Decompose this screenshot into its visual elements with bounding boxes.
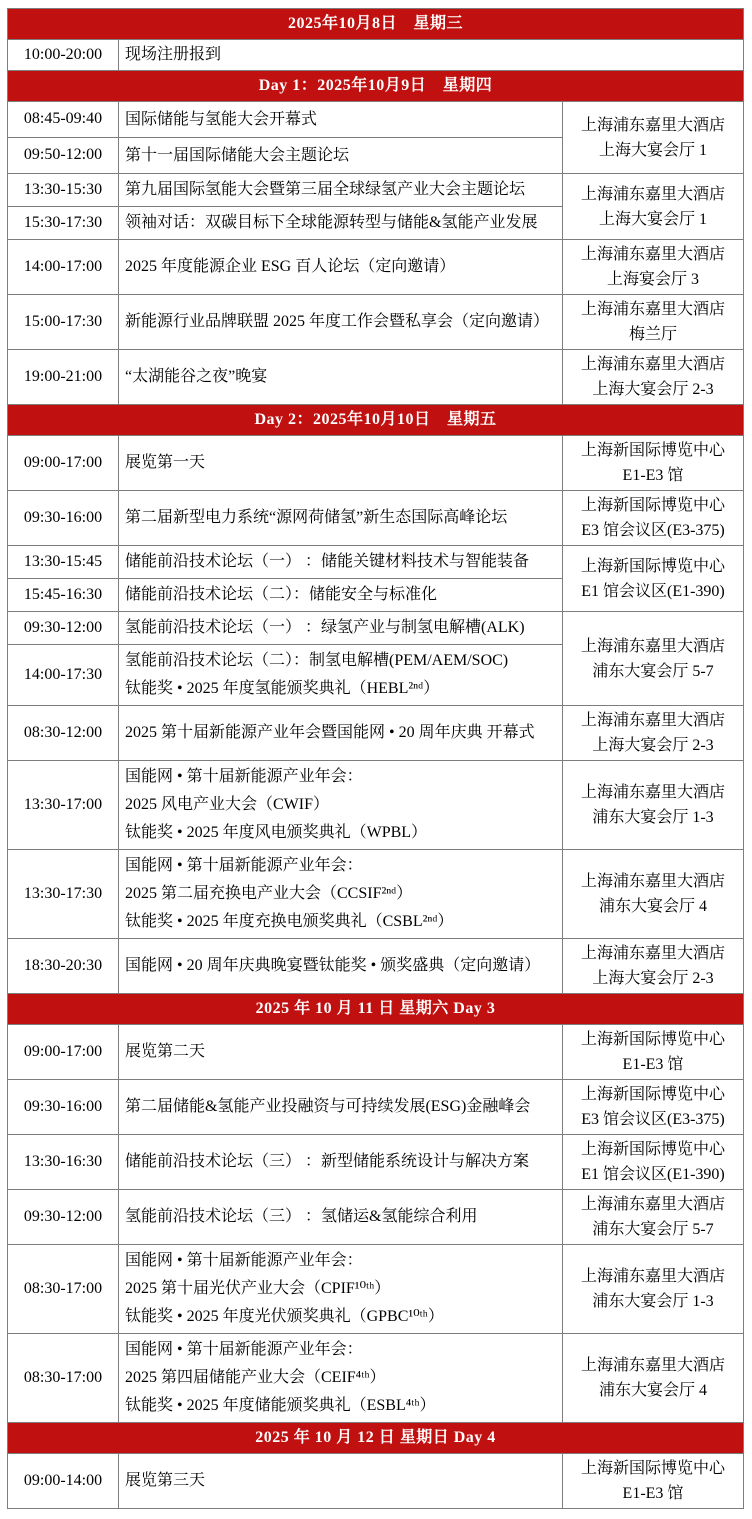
location-line: 上海浦东嘉里大酒店 <box>580 712 725 729</box>
location-line: 浦东大宴会厅 1-3 <box>592 809 714 826</box>
schedule-row <box>8 436 744 491</box>
time-cell: 09:00-14:00 <box>8 1454 119 1509</box>
location-line: 上海新国际博览中心 <box>580 1031 725 1048</box>
time-cell: 08:30-17:00 <box>8 1245 119 1334</box>
location-line: 上海大宴会厅 2-3 <box>592 381 714 398</box>
location-line: 浦东大宴会厅 5-7 <box>592 662 714 680</box>
location-line: 上海浦东嘉里大酒店 <box>580 637 725 655</box>
schedule-row <box>8 1454 744 1509</box>
event-cell <box>119 706 563 761</box>
location-line: 上海新国际博览中心 <box>580 1141 725 1158</box>
time-cell: 09:30-16:00 <box>8 491 119 546</box>
location-cell <box>563 1190 744 1245</box>
location-line: 上海浦东嘉里大酒店 <box>580 1268 725 1285</box>
event-line: 国能网 • 第十届新能源产业年会： <box>125 768 363 785</box>
time-cell: 08:45-09:40 <box>8 102 119 138</box>
time-cell: 13:30-16:30 <box>8 1135 119 1190</box>
event-line: 第二届新型电力系统“源网荷储氢”新生态国际高峰论坛 <box>125 509 508 526</box>
schedule-row <box>8 40 744 71</box>
location-line: 上海浦东嘉里大酒店 <box>580 301 725 318</box>
event-cell <box>119 40 744 71</box>
event-cell <box>119 1190 563 1245</box>
time-cell: 13:30-17:00 <box>8 761 119 850</box>
location-cell <box>563 612 744 706</box>
location-line: 上海浦东嘉里大酒店 <box>580 784 725 801</box>
location-line: 上海新国际博览中心 <box>580 442 725 459</box>
event-line: 储能前沿技术论坛（三） ：新型储能系统设计与解决方案 <box>125 1153 530 1170</box>
location-cell <box>563 850 744 939</box>
day-header: Day 1：2025年10月9日 星期四 <box>8 71 744 102</box>
day-header: 2025年10月8日 星期三 <box>8 9 744 40</box>
schedule-row <box>8 939 744 994</box>
schedule-row <box>8 295 744 350</box>
schedule-row <box>8 102 744 138</box>
time-cell: 10:00-20:00 <box>8 40 119 71</box>
location-cell <box>563 1135 744 1190</box>
event-line: 2025 第十届新能源产业年会暨国能网 • 20 周年庆典 开幕式 <box>125 724 535 741</box>
day-header-row <box>8 1423 744 1454</box>
time-cell: 13:30-15:45 <box>8 546 119 579</box>
location-line: 上海新国际博览中心 <box>580 557 725 575</box>
event-line: 钛能奖 • 2025 年度氢能颁奖典礼（HEBL²ⁿᵈ） <box>125 680 440 697</box>
day-header: 2025 年 10 月 11 日 星期六 Day 3 <box>8 994 744 1025</box>
event-cell <box>119 1025 563 1080</box>
location-line: 上海浦东嘉里大酒店 <box>580 246 725 263</box>
location-cell <box>563 546 744 612</box>
time-cell: 09:50-12:00 <box>8 138 119 174</box>
schedule-row <box>8 546 744 579</box>
event-line: 第九届国际氢能大会暨第三届全球绿氢产业大会主题论坛 <box>125 181 526 198</box>
event-cell <box>119 1245 563 1334</box>
day-header: Day 2：2025年10月10日 星期五 <box>8 405 744 436</box>
event-line: 钛能奖 • 2025 年度储能颁奖典礼（ESBL⁴ᵗʰ） <box>125 1397 436 1414</box>
location-line: 上海大宴会厅 1 <box>598 141 707 159</box>
location-line: 上海浦东嘉里大酒店 <box>580 945 725 962</box>
event-cell <box>119 1454 563 1509</box>
time-cell: 13:30-15:30 <box>8 174 119 207</box>
location-line: 上海新国际博览中心 <box>580 1086 725 1103</box>
schedule-row <box>8 240 744 295</box>
time-cell: 09:00-17:00 <box>8 1025 119 1080</box>
day-header-row <box>8 71 744 102</box>
location-line: 上海浦东嘉里大酒店 <box>580 1196 725 1213</box>
event-line: 第十一届国际储能大会主题论坛 <box>125 146 350 164</box>
event-line: 2025 第二届充换电产业大会（CCSIF²ⁿᵈ） <box>125 885 413 902</box>
location-cell <box>563 1454 744 1509</box>
location-cell <box>563 706 744 761</box>
event-cell <box>119 939 563 994</box>
event-line: 现场注册报到 <box>125 46 222 63</box>
time-cell: 15:30-17:30 <box>8 207 119 240</box>
event-cell <box>119 612 563 645</box>
location-cell <box>563 939 744 994</box>
location-cell <box>563 1025 744 1080</box>
location-line: 上海宴会厅 3 <box>606 271 699 288</box>
time-cell: 18:30-20:30 <box>8 939 119 994</box>
schedule-row <box>8 1334 744 1423</box>
time-cell: 13:30-17:30 <box>8 850 119 939</box>
schedule-row <box>8 1080 744 1135</box>
event-line: 国际储能与氢能大会开幕式 <box>125 110 318 128</box>
event-line: 2025 第十届光伏产业大会（CPIF¹⁰ᵗʰ） <box>125 1280 391 1297</box>
event-line: 钛能奖 • 2025 年度充换电颁奖典礼（CSBL²ⁿᵈ） <box>125 913 454 930</box>
location-line: 上海浦东嘉里大酒店 <box>580 1357 725 1374</box>
event-line: 国能网 • 第十届新能源产业年会： <box>125 1341 363 1358</box>
schedule-row <box>8 612 744 645</box>
location-line: 上海新国际博览中心 <box>580 1460 725 1477</box>
location-line: 上海大宴会厅 2-3 <box>592 737 714 754</box>
location-line: 上海大宴会厅 1 <box>598 210 707 228</box>
event-cell <box>119 102 563 138</box>
location-line: E1 馆会议区(E1-390) <box>581 1166 725 1183</box>
schedule-row <box>8 706 744 761</box>
event-cell <box>119 850 563 939</box>
schedule-row <box>8 174 744 207</box>
location-line: 上海浦东嘉里大酒店 <box>580 356 725 373</box>
event-line: 氢能前沿技术论坛（二）：制氢电解槽(PEM/AEM/SOC) <box>125 652 509 669</box>
location-cell <box>563 240 744 295</box>
time-cell: 14:00-17:00 <box>8 240 119 295</box>
day-header-row <box>8 994 744 1025</box>
schedule-table <box>7 8 744 1509</box>
event-line: 展览第三天 <box>125 1472 206 1489</box>
event-line: 钛能奖 • 2025 年度风电颁奖典礼（WPBL） <box>125 824 428 841</box>
day-header-row <box>8 9 744 40</box>
event-line: 储能前沿技术论坛（二）：储能安全与标准化 <box>125 586 438 603</box>
time-cell: 15:45-16:30 <box>8 579 119 612</box>
location-line: 浦东大宴会厅 1-3 <box>592 1293 714 1310</box>
event-cell <box>119 350 563 405</box>
location-cell <box>563 295 744 350</box>
event-line: 新能源行业品牌联盟 2025 年度工作会暨私享会（定向邀请） <box>125 313 550 330</box>
day-header: 2025 年 10 月 12 日 星期日 Day 4 <box>8 1423 744 1454</box>
event-cell <box>119 436 563 491</box>
event-cell <box>119 645 563 706</box>
event-line: 国能网 • 第十届新能源产业年会： <box>125 857 363 874</box>
event-line: 储能前沿技术论坛（一） ：储能关键材料技术与智能装备 <box>125 553 530 570</box>
event-line: 2025 第四届储能产业大会（CEIF⁴ᵗʰ） <box>125 1369 386 1386</box>
event-cell <box>119 1334 563 1423</box>
time-cell: 15:00-17:30 <box>8 295 119 350</box>
time-cell: 08:30-12:00 <box>8 706 119 761</box>
location-cell <box>563 102 744 174</box>
location-line: E1-E3 馆 <box>622 1485 684 1502</box>
location-line: 上海浦东嘉里大酒店 <box>580 185 725 203</box>
event-line: 2025 风电产业大会（CWIF） <box>125 796 330 813</box>
location-line: 梅兰厅 <box>628 326 677 343</box>
event-line: 第二届储能&氢能产业投融资与可持续发展(ESG)金融峰会 <box>125 1098 531 1115</box>
time-cell: 19:00-21:00 <box>8 350 119 405</box>
event-cell <box>119 295 563 350</box>
location-line: 上海浦东嘉里大酒店 <box>580 873 725 890</box>
location-cell <box>563 174 744 240</box>
event-line: 钛能奖 • 2025 年度光伏颁奖典礼（GPBC¹⁰ᵗʰ） <box>125 1308 444 1325</box>
location-line: 浦东大宴会厅 4 <box>598 1382 707 1399</box>
time-cell: 08:30-17:00 <box>8 1334 119 1423</box>
time-cell: 14:00-17:30 <box>8 645 119 706</box>
event-line: 国能网 • 20 周年庆典晚宴暨钛能奖 • 颁奖盛典（定向邀请） <box>125 957 541 974</box>
event-line: 领袖对话：双碳目标下全球能源转型与储能&氢能产业发展 <box>125 214 538 231</box>
location-line: 上海新国际博览中心 <box>580 497 725 514</box>
schedule-row <box>8 1025 744 1080</box>
event-cell <box>119 207 563 240</box>
event-cell <box>119 1135 563 1190</box>
location-cell <box>563 761 744 850</box>
event-cell <box>119 240 563 295</box>
location-line: 浦东大宴会厅 4 <box>598 898 707 915</box>
time-cell: 09:30-12:00 <box>8 612 119 645</box>
location-line: 上海大宴会厅 2-3 <box>592 970 714 987</box>
time-cell: 09:30-16:00 <box>8 1080 119 1135</box>
event-line: 国能网 • 第十届新能源产业年会： <box>125 1252 363 1269</box>
location-cell <box>563 1080 744 1135</box>
event-line: 2025 年度能源企业 ESG 百人论坛（定向邀请） <box>125 258 456 275</box>
location-line: E1-E3 馆 <box>622 467 684 484</box>
location-cell <box>563 350 744 405</box>
schedule-row <box>8 1135 744 1190</box>
event-cell <box>119 761 563 850</box>
location-line: E1 馆会议区(E1-390) <box>581 582 725 600</box>
event-cell <box>119 546 563 579</box>
event-line: “太湖能谷之夜”晚宴 <box>125 368 268 385</box>
event-line: 展览第一天 <box>125 454 206 471</box>
location-cell <box>563 491 744 546</box>
event-cell <box>119 138 563 174</box>
event-cell <box>119 579 563 612</box>
location-line: 上海浦东嘉里大酒店 <box>580 116 725 134</box>
event-line: 氢能前沿技术论坛（三） ：氢储运&氢能综合利用 <box>125 1208 478 1225</box>
location-line: 浦东大宴会厅 5-7 <box>592 1221 714 1238</box>
event-line: 氢能前沿技术论坛（一） ：绿氢产业与制氢电解槽(ALK) <box>125 619 525 636</box>
time-cell: 09:00-17:00 <box>8 436 119 491</box>
schedule-row <box>8 350 744 405</box>
schedule-row <box>8 850 744 939</box>
event-cell <box>119 174 563 207</box>
event-cell <box>119 1080 563 1135</box>
schedule-row <box>8 491 744 546</box>
location-cell <box>563 1334 744 1423</box>
location-cell <box>563 436 744 491</box>
event-line: 展览第二天 <box>125 1043 206 1060</box>
day-header-row <box>8 405 744 436</box>
event-cell <box>119 491 563 546</box>
schedule-row <box>8 1190 744 1245</box>
location-line: E1-E3 馆 <box>622 1056 684 1073</box>
schedule-row <box>8 1245 744 1334</box>
schedule-row <box>8 761 744 850</box>
location-line: E3 馆会议区(E3-375) <box>581 522 725 539</box>
location-line: E3 馆会议区(E3-375) <box>581 1111 725 1128</box>
time-cell: 09:30-12:00 <box>8 1190 119 1245</box>
location-cell <box>563 1245 744 1334</box>
